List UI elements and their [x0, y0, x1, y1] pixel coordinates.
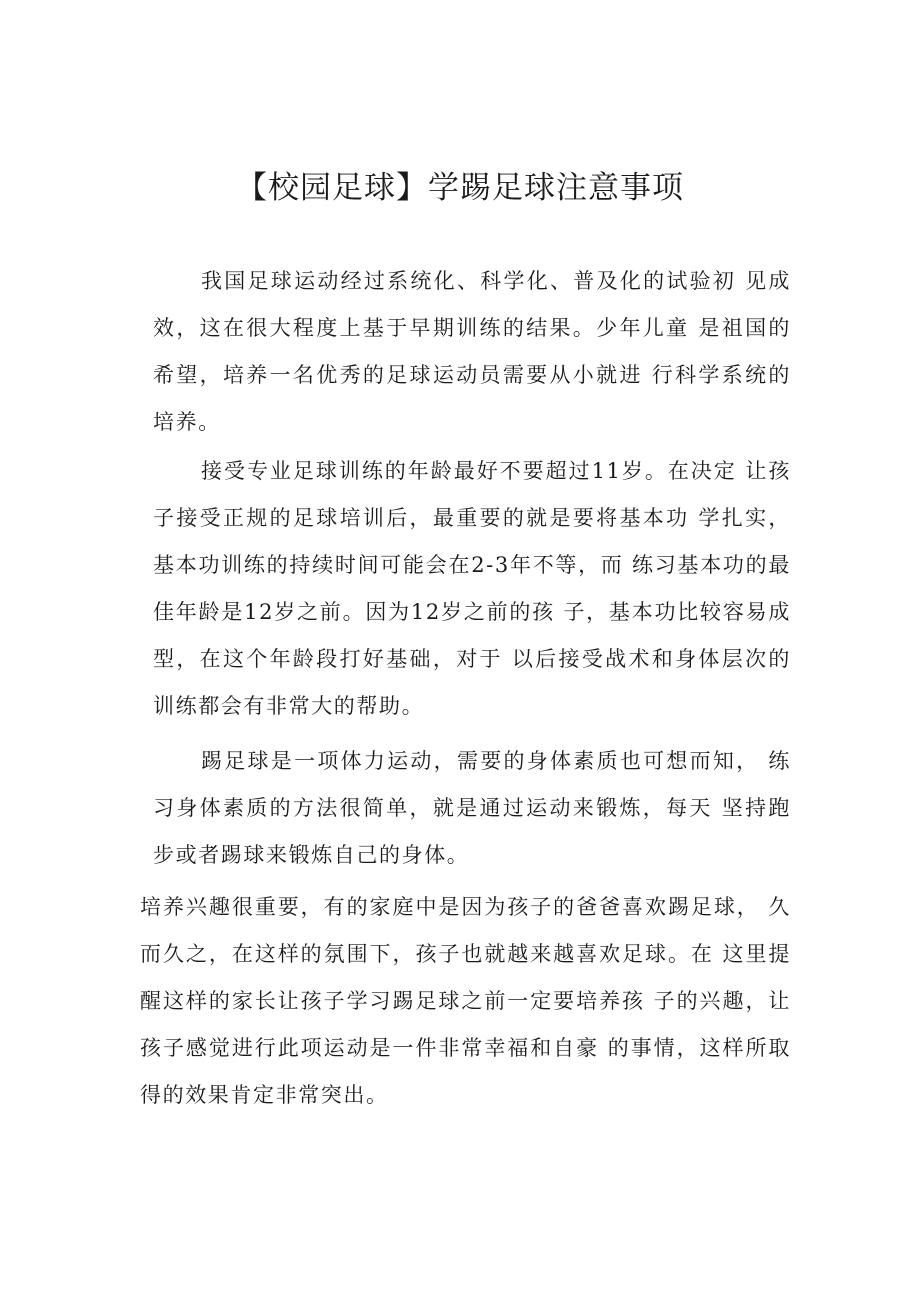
paragraph-training-age: 接受专业足球训练的年龄最好不要超过11岁。在决定 让孩子接受正规的足球培训后，最重要的就是要将基本功 学扎实，基本功训练的持续时间可能会在2-3年不等，而 练习基本功的最佳年龄是12岁之前。因为12岁之前的孩 子，基本功比较容易成型，在这个年龄段打好基础，对于 以后接受战术和身体层次的训练都会有非常大的帮助。 [153, 459, 791, 718]
document-title: 【校园足球】学踢足球注意事项 [236, 170, 684, 206]
paragraph-physical-fitness: 踢足球是一项体力运动，需要的身体素质也可想而知， 练习身体素质的方法很简单，就是通过运动来锻炼，每天 坚持跑步或者踢球来锻炼自己的身体。 [153, 749, 791, 867]
paragraph-intro: 我国足球运动经过系统化、科学化、普及化的试验初 见成效，这在很大程度上基于早期训练的结果。少年儿童 是祖国的希望，培养一名优秀的足球运动员需要从小就进 行科学系统的培养。 [153, 269, 791, 434]
paragraph-interest: 培养兴趣很重要，有的家庭中是因为孩子的爸爸喜欢踢足球， 久而久之，在这样的氛围下，孩子也就越来越喜欢足球。在 这里提醒这样的家长让孩子学习踢足球之前一定要培养孩 子的兴趣，让孩子感觉进行此项运动是一件非常幸福和自豪 的事情，这样所取得的效果肯定非常突出。 [140, 895, 791, 1107]
